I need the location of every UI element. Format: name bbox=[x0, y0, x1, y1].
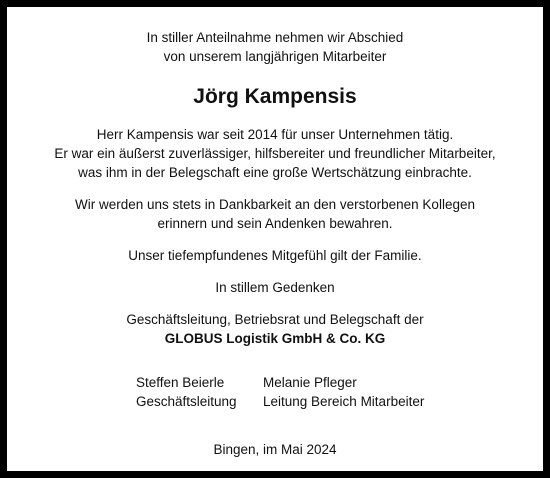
place-date: Bingen, im Mai 2024 bbox=[213, 442, 337, 457]
paragraph1-line-3: was ihm in der Belegschaft eine große Wertschätzung einbrachte. bbox=[78, 165, 472, 180]
paragraph2-line-2: erinnern und sein Andenken bewahren. bbox=[157, 216, 393, 231]
signatory-2-name: Melanie Pfleger bbox=[263, 375, 357, 390]
condolence-line: Unser tiefempfundenes Mitgefühl gilt der Familie. bbox=[128, 248, 422, 263]
signatory-1-role: Geschäftsleitung bbox=[136, 394, 237, 409]
paragraph1-line-2: Er war ein äußerst zuverlässiger, hilfsbereiter und freundlicher Mitarbeiter, bbox=[54, 146, 496, 161]
signatory-1-name: Steffen Beierle bbox=[136, 375, 225, 390]
from-line: Geschäftsleitung, Betriebsrat und Belegschaft der bbox=[126, 312, 424, 327]
signatory-2-role: Leitung Bereich Mitarbeiter bbox=[263, 394, 425, 409]
paragraph2-line-1: Wir werden uns stets in Dankbarkeit an den verstorbenen Kollegen bbox=[75, 197, 475, 212]
memorial-line: In stillem Gedenken bbox=[215, 280, 335, 295]
deceased-name: Jörg Kampensis bbox=[193, 85, 357, 108]
paragraph1-line-1: Herr Kampensis war seit 2014 für unser Unternehmen tätig. bbox=[96, 127, 454, 142]
intro-line-1: In stiller Anteilnahme nehmen wir Abschied bbox=[146, 30, 404, 45]
intro-line-2: von unserem langjährigen Mitarbeiter bbox=[163, 49, 387, 64]
obituary-notice bbox=[7, 0, 543, 478]
company-name: GLOBUS Logistik GmbH & Co. KG bbox=[164, 331, 386, 346]
